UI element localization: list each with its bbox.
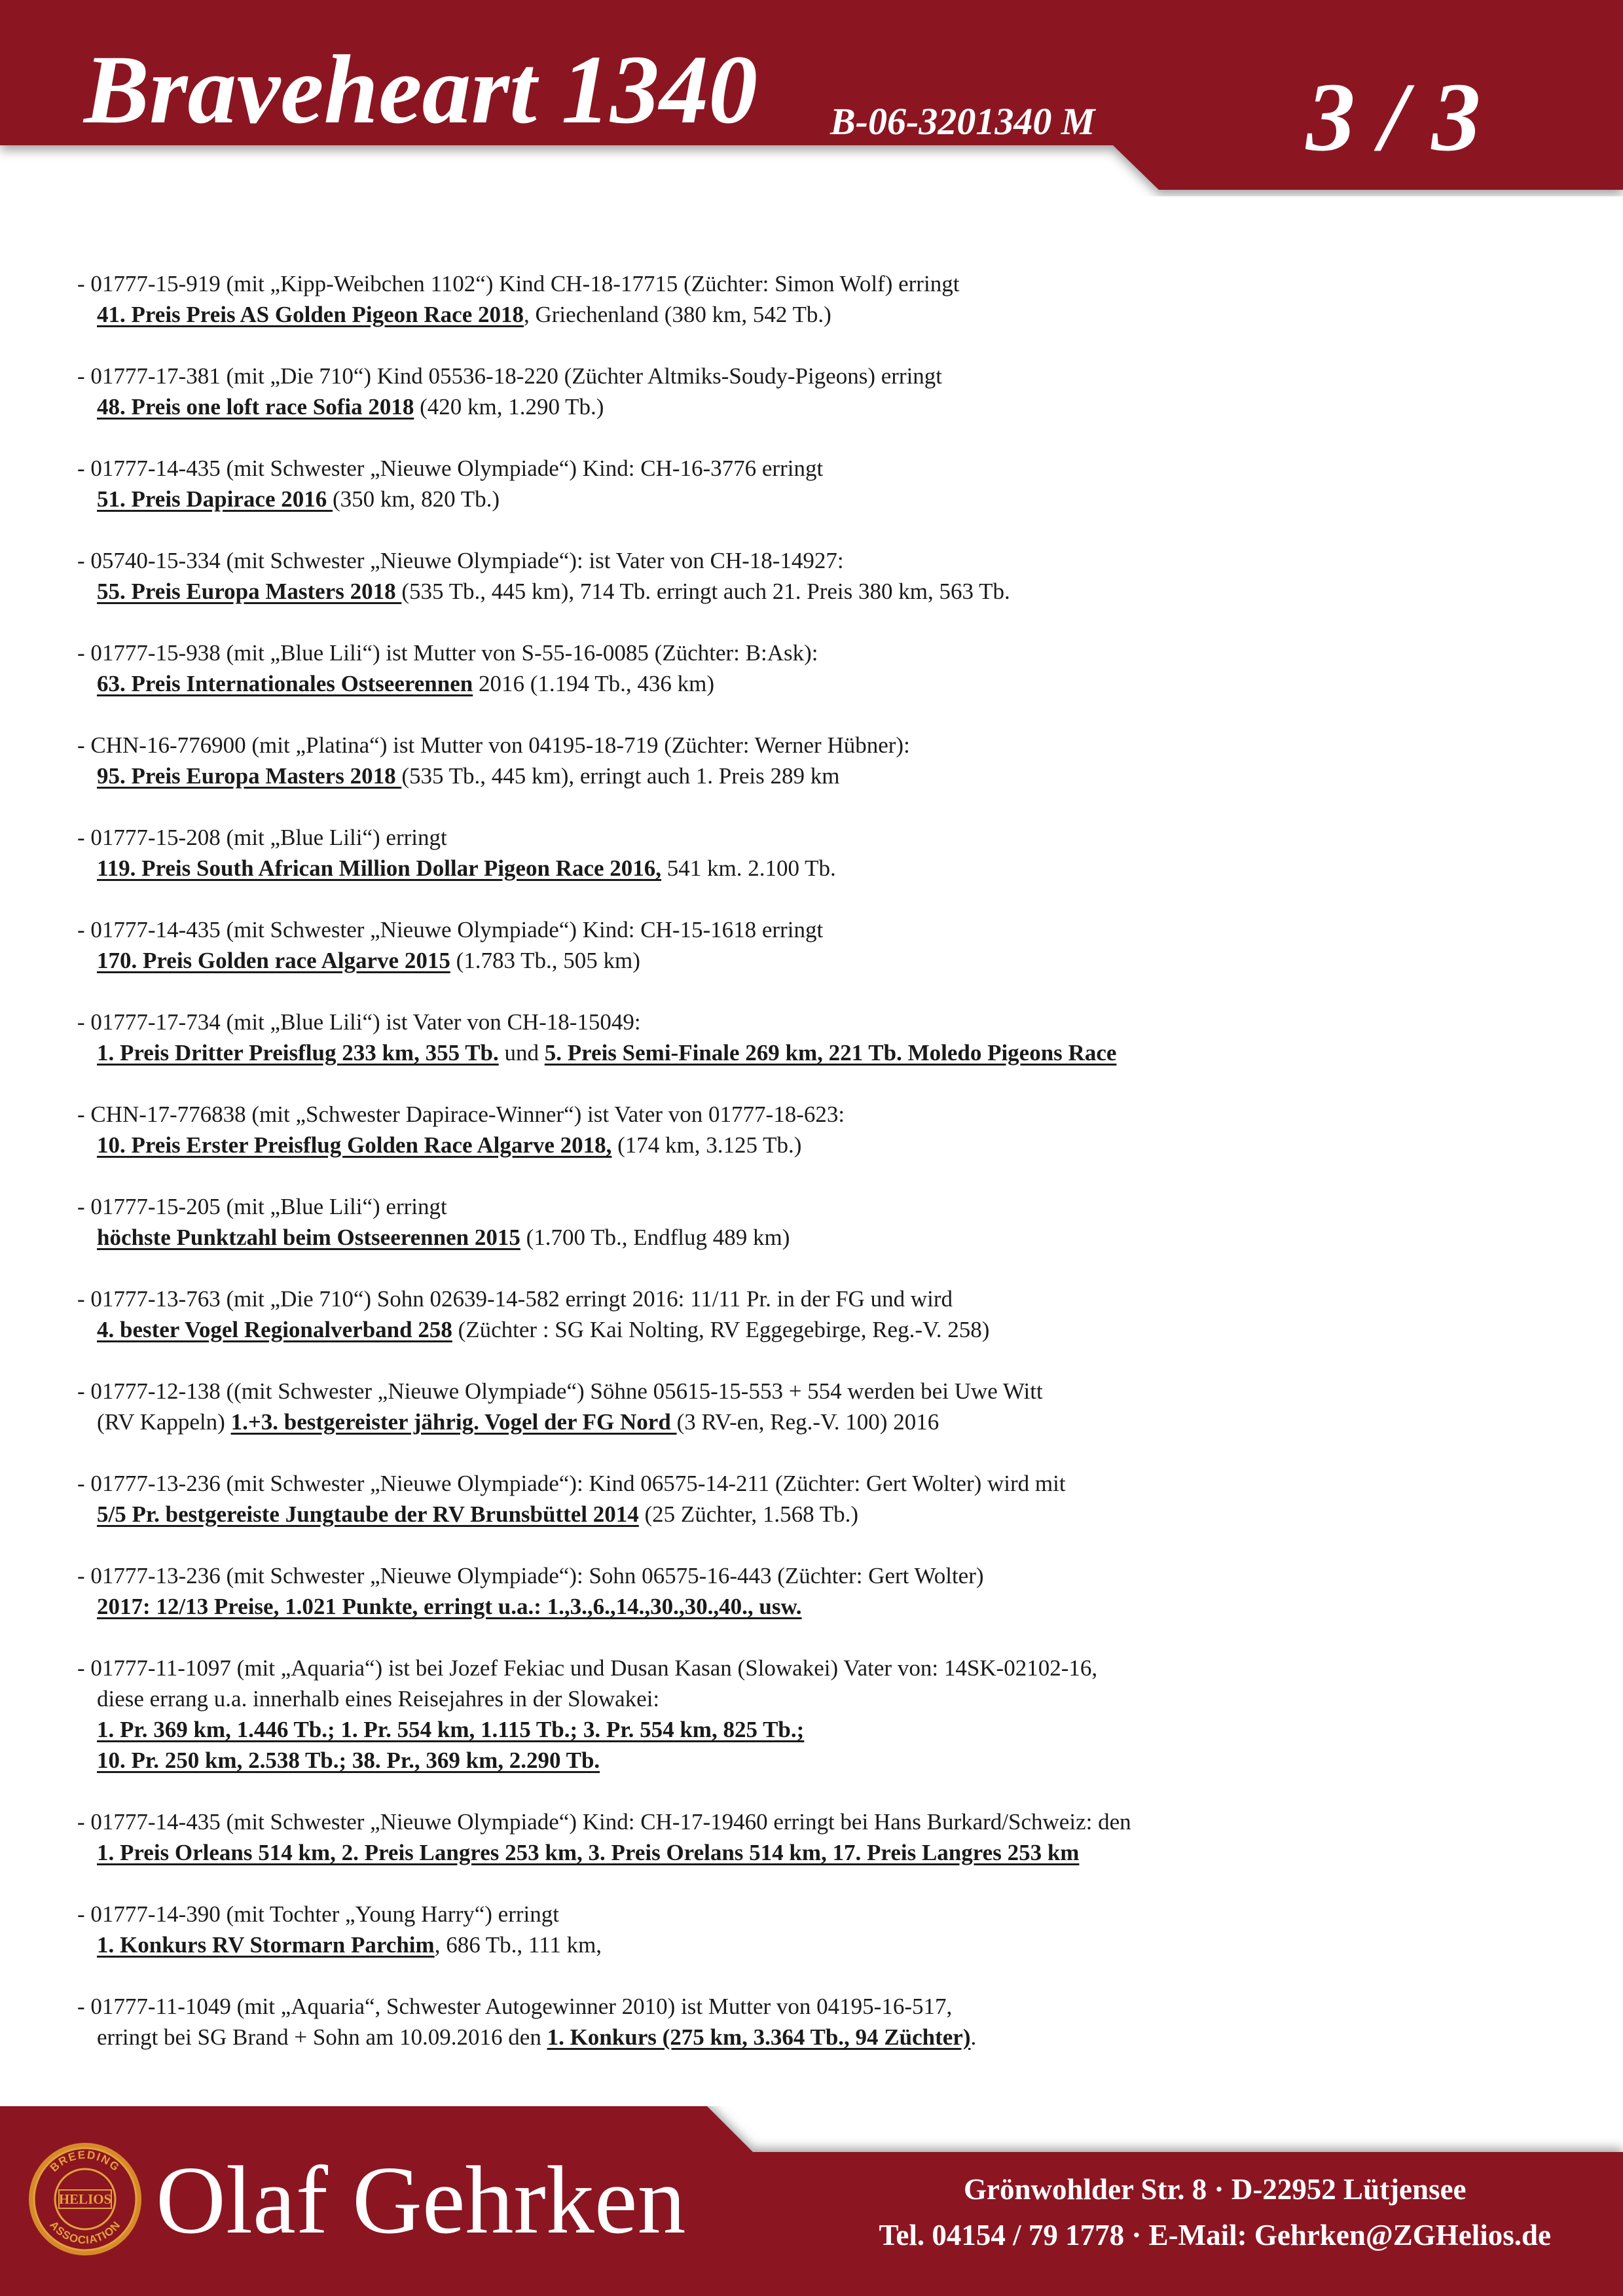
result-entry (77, 1007, 1557, 1068)
entry-line (77, 1222, 1557, 1253)
entry-line (77, 637, 1557, 668)
entry-text: (420 km, 1.290 Tb.) (414, 394, 604, 420)
entry-text: - 01777-11-1097 (mit „Aquaria“) ist bei Jozef Fekiac und Dusan Kasan (Slowakei) Vater von: 14SK-02102-16, (77, 1655, 1098, 1681)
entry-line (77, 1837, 1557, 1868)
highlight-result: 5/5 Pr. bestgereiste Jungtaube der RV Brunsbüttel 2014 (97, 1501, 639, 1527)
entry-text: - CHN-17-776838 (mit „Schwester Dapirace-Winner“) ist Vater von 01777-18-623: (77, 1102, 845, 1127)
footer-address: Grönwohlder Str. 8 · D-22952 Lütjensee (964, 2173, 1467, 2206)
entry-text: diese errang u.a. innerhalb eines Reisejahres in der Slowakei: (97, 1686, 660, 1712)
result-entry (77, 1468, 1557, 1530)
result-entry (77, 545, 1557, 607)
entry-line (77, 1099, 1557, 1130)
entry-line (77, 453, 1557, 484)
entry-text: - 01777-11-1049 (mit „Aquaria“, Schwester Autogewinner 2010) ist Mutter von 04195-16-517, (77, 1994, 953, 2019)
result-entry (77, 1806, 1557, 1868)
entry-text: (25 Züchter, 1.568 Tb.) (638, 1501, 859, 1527)
page-title: Braveheart 1340 (84, 35, 758, 144)
page-number: 3 / 3 (1306, 63, 1481, 171)
result-entry (77, 1560, 1557, 1622)
entry-text: 2016 (1.194 Tb., 436 km) (473, 671, 715, 696)
entry-line (77, 1806, 1557, 1837)
result-entry (77, 1099, 1557, 1160)
entry-line (77, 853, 1557, 884)
entry-line (77, 1991, 1557, 2022)
svg-text:HELIOS: HELIOS (58, 2191, 112, 2207)
entry-text: - 01777-15-205 (mit „Blue Lili“) erringt (77, 1194, 447, 1219)
entry-line (77, 1037, 1557, 1068)
entry-line (77, 1591, 1557, 1622)
result-entry (77, 1283, 1557, 1345)
entry-line (77, 299, 1557, 330)
result-entry (77, 914, 1557, 976)
highlight-result: 2017: 12/13 Preise, 1.021 Punkte, erringt u.a.: 1.,3.,6.,14.,30.,30.,40., usw. (97, 1594, 802, 1619)
result-entry (77, 1991, 1557, 2053)
entry-line (77, 1314, 1557, 1345)
entry-text: - 01777-15-938 (mit „Blue Lili“) ist Mutter von S-55-16-0085 (Züchter: B:Ask): (77, 640, 818, 666)
entry-text: (535 Tb., 445 km), 714 Tb. erringt auch 21. Preis 380 km, 563 Tb. (401, 579, 1010, 604)
entry-line (77, 1745, 1557, 1776)
entry-text: - 01777-13-763 (mit „Die 710“) Sohn 02639-14-582 erringt 2016: 11/11 Pr. in der FG und wird (77, 1286, 953, 1312)
entry-text: erringt bei SG Brand + Sohn am 10.09.2016 den (97, 2024, 547, 2050)
entry-line (77, 1683, 1557, 1714)
entry-line (77, 945, 1557, 976)
entry-line (77, 576, 1557, 607)
result-entry (77, 822, 1557, 884)
highlight-result: 51. Preis Dapirace 2016 (97, 486, 333, 512)
svg-text:ASSOCIATION: ASSOCIATION (47, 2218, 123, 2247)
highlight-result: 1. Konkurs (275 km, 3.364 Tb., 94 Züchter) (547, 2024, 971, 2050)
entry-line (77, 761, 1557, 791)
result-entry (77, 1653, 1557, 1776)
entry-line (77, 545, 1557, 576)
entry-text: - 01777-14-435 (mit Schwester „Nieuwe Olympiade“) Kind: CH-17-19460 erringt bei Hans Burkard/Schweiz: den (77, 1809, 1131, 1835)
highlight-result: 41. Preis Preis AS Golden Pigeon Race 2018 (97, 302, 524, 327)
entry-text: (1.700 Tb., Endflug 489 km) (520, 1225, 790, 1250)
entry-text: - 01777-15-208 (mit „Blue Lili“) erringt (77, 825, 447, 850)
highlight-result: 5. Preis Semi-Finale 269 km, 221 Tb. Moledo Pigeons Race (544, 1040, 1117, 1066)
entry-text: - 01777-13-236 (mit Schwester „Nieuwe Olympiade“): Kind 06575-14-211 (Züchter: Gert Wolter) wird mit (77, 1471, 1066, 1496)
entry-text: - 01777-17-734 (mit „Blue Lili“) ist Vater von CH-18-15049: (77, 1009, 641, 1035)
highlight-result: 95. Preis Europa Masters 2018 (97, 763, 402, 789)
result-entry (77, 637, 1557, 699)
entry-text: - 01777-13-236 (mit Schwester „Nieuwe Olympiade“): Sohn 06575-16-443 (Züchter: Gert Wolter) (77, 1563, 984, 1588)
entry-text: - 01777-15-919 (mit „Kipp-Weibchen 1102“) Kind CH-18-17715 (Züchter: Simon Wolf) erringt (77, 271, 960, 296)
highlight-result: höchste Punktzahl beim Ostseerennen 2015 (97, 1225, 520, 1250)
entry-text: (Züchter : SG Kai Nolting, RV Eggegebirge, Reg.-V. 258) (452, 1317, 990, 1342)
entry-line (77, 1283, 1557, 1314)
entry-line (77, 268, 1557, 299)
highlight-result: 1.+3. bestgereister jährig. Vogel der FG Nord (230, 1409, 677, 1435)
entry-line (77, 391, 1557, 422)
highlight-result: 4. bester Vogel Regionalverband 258 (97, 1317, 452, 1342)
result-entry (77, 730, 1557, 791)
entry-line (77, 2022, 1557, 2053)
breeding-helios-logo (26, 2140, 144, 2258)
highlight-result: 1. Konkurs RV Stormarn Parchim (97, 1932, 435, 1958)
entry-text: (RV Kappeln) (97, 1409, 231, 1435)
results-list (77, 268, 1557, 2083)
highlight-result: 1. Preis Orleans 514 km, 2. Preis Langres 253 km, 3. Preis Orelans 514 km, 17. Preis Langres 253 km (97, 1840, 1080, 1865)
highlight-result: 170. Preis Golden race Algarve 2015 (97, 948, 450, 973)
entry-line (77, 1929, 1557, 1960)
entry-line (77, 484, 1557, 514)
result-entry (77, 1191, 1557, 1253)
highlight-result: 10. Pr. 250 km, 2.538 Tb.; 38. Pr., 369 km, 2.290 Tb. (97, 1748, 600, 1773)
entry-line (77, 822, 1557, 853)
entry-text: , 686 Tb., 111 km, (434, 1932, 602, 1958)
entry-text: - 01777-14-435 (mit Schwester „Nieuwe Olympiade“) Kind: CH-15-1618 erringt (77, 917, 824, 942)
entry-line (77, 1376, 1557, 1407)
entry-line (77, 1714, 1557, 1745)
footer-contact (879, 2166, 1551, 2258)
entry-text: (350 km, 820 Tb.) (332, 486, 500, 512)
entry-text: - 01777-14-435 (mit Schwester „Nieuwe Olympiade“) Kind: CH-16-3776 erringt (77, 456, 824, 481)
entry-line (77, 1499, 1557, 1530)
entry-line (77, 361, 1557, 391)
entry-text: - 05740-15-334 (mit Schwester „Nieuwe Olympiade“): ist Vater von CH-18-14927: (77, 548, 844, 573)
result-entry (77, 361, 1557, 422)
svg-text:BREEDING: BREEDING (47, 2148, 123, 2174)
highlight-result: 63. Preis Internationales Ostseerennen (97, 671, 473, 696)
entry-line (77, 730, 1557, 761)
result-entry (77, 268, 1557, 330)
entry-line (77, 1407, 1557, 1437)
entry-text: - 01777-17-381 (mit „Die 710“) Kind 05536-18-220 (Züchter Altmiks-Soudy-Pigeons) erringt (77, 363, 943, 389)
footer-phone-email: Tel. 04154 / 79 1778 · E-Mail: Gehrken@ZGHelios.de (879, 2219, 1551, 2251)
entry-line (77, 1191, 1557, 1222)
highlight-result: 10. Preis Erster Preisflug Golden Race Algarve 2018, (97, 1132, 612, 1158)
entry-text: - 01777-12-138 ((mit Schwester „Nieuwe Olympiade“) Söhne 05615-15-553 + 554 werden bei Uwe Witt (77, 1378, 1043, 1404)
highlight-result: 55. Preis Europa Masters 2018 (97, 579, 402, 604)
entry-line (77, 1653, 1557, 1683)
entry-text: (174 km, 3.125 Tb.) (611, 1132, 802, 1158)
entry-line (77, 668, 1557, 699)
entry-line (77, 1007, 1557, 1037)
result-entry (77, 453, 1557, 514)
result-entry (77, 1376, 1557, 1437)
ring-number: B-06-3201340 M (830, 100, 1095, 143)
entry-text: , Griechenland (380 km, 542 Tb.) (524, 302, 831, 327)
entry-line (77, 914, 1557, 945)
highlight-result: 119. Preis South African Million Dollar Pigeon Race 2016, (97, 855, 662, 881)
entry-line (77, 1468, 1557, 1499)
entry-text: (3 RV-en, Reg.-V. 100) 2016 (676, 1409, 939, 1435)
entry-text: - CHN-16-776900 (mit „Platina“) ist Mutter von 04195-18-719 (Züchter: Werner Hübner): (77, 732, 910, 758)
entry-text: 541 km. 2.100 Tb. (661, 855, 836, 881)
entry-line (77, 1560, 1557, 1591)
footer-name: Olaf Gehrken (156, 2147, 686, 2254)
entry-text: und (498, 1040, 545, 1066)
result-entry (77, 1899, 1557, 1960)
entry-text: - 01777-14-390 (mit Tochter „Young Harry“) erringt (77, 1901, 559, 1927)
highlight-result: 1. Preis Dritter Preisflug 233 km, 355 Tb. (97, 1040, 499, 1066)
entry-text: (1.783 Tb., 505 km) (450, 948, 640, 973)
highlight-result: 1. Pr. 369 km, 1.446 Tb.; 1. Pr. 554 km, 1.115 Tb.; 3. Pr. 554 km, 825 Tb.; (97, 1717, 805, 1742)
highlight-result: 48. Preis one loft race Sofia 2018 (97, 394, 414, 420)
entry-text: (535 Tb., 445 km), erringt auch 1. Preis 289 km (401, 763, 840, 789)
entry-line (77, 1130, 1557, 1160)
entry-text: . (970, 2024, 977, 2050)
entry-line (77, 1899, 1557, 1929)
